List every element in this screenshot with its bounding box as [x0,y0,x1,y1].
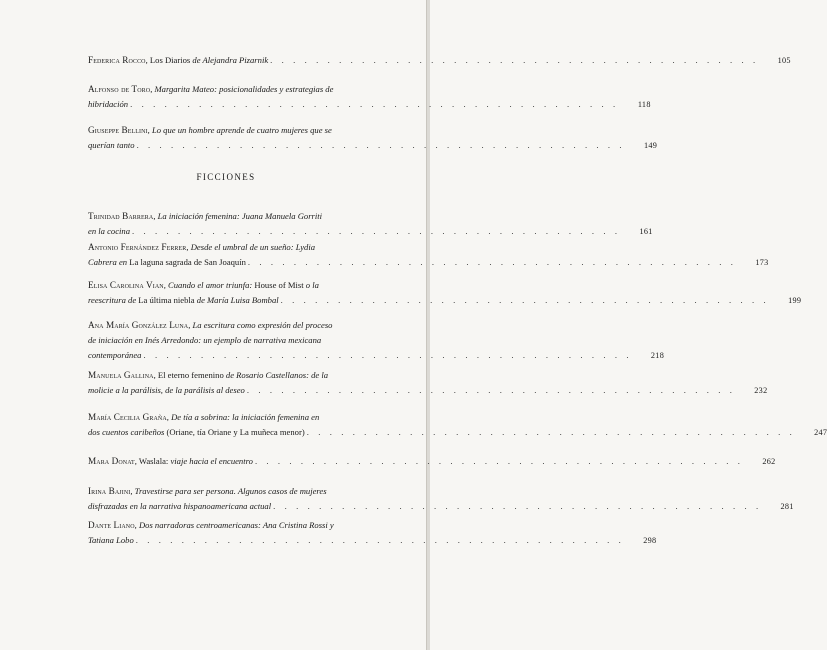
toc-entry [88,318,665,363]
toc-entry-line [88,333,364,348]
page-number: 199 [788,296,802,305]
title-segment: contemporánea [88,350,142,360]
toc-entry-line [88,123,364,138]
toc-entry [88,484,794,514]
author-name: Giuseppe Bellini [88,125,148,135]
title-segment: disfrazadas en la narrativa hispanoamericana actual [88,501,272,511]
toc-entry-text [88,280,319,290]
dot-leader: . . . . . . . . . . . . . . . . . . . . . . . . . . . . . . . . . . . . . . . . . . . [280,295,770,305]
toc-entry-line [88,240,364,255]
author-name: Ana María González Luna [88,320,189,330]
toc-entry-line [88,53,791,68]
title-segment: , [134,520,139,530]
dot-leader: . . . . . . . . . . . . . . . . . . . . . . . . . . . . . . . . . . . . . . . . . . . [135,535,625,545]
page-number: 232 [754,386,768,395]
title-segment: reescritura de [88,295,137,305]
title-segment: De tía a sobrina: la iniciación femenina en [171,412,320,422]
page-number: 218 [650,351,665,360]
title-segment: de Rosario Castellanos: de la [225,370,329,380]
title-segment: molicie a la parálisis, de la parálisis al deseo [88,385,245,395]
author-name: Trinidad Barrera [88,211,154,221]
title-segment: de iniciación en Inés Arredondo: un ejemplo de narrativa mexicana [88,335,322,345]
title-segment: Tatiana Lobo [88,535,134,545]
page-number: 247 [814,428,827,437]
toc-entry-text [88,533,134,548]
toc-entry-line [88,499,794,514]
toc-entry [88,240,769,270]
title-segment: , [186,242,191,252]
title-segment: dos cuentos caribeños [88,427,165,437]
title-segment: Cuando el amor triunfa: [168,280,253,290]
toc-entry [88,82,651,112]
toc-entry-text [88,125,332,135]
dot-leader: . . . . . . . . . . . . . . . . . . . . . . . . . . . . . . . . . . . . . . . . . . . [132,226,621,236]
toc-entry-text [88,520,334,530]
title-segment: Cabrera en [88,257,128,267]
toc-entry-line [88,97,651,112]
dot-leader: . . . . . . . . . . . . . . . . . . . . . . . . . . . . . . . . . . . . . . . . . . . [306,427,796,437]
author-name: Antonio Fernández Ferrer [88,242,187,252]
dot-leader: . . . . . . . . . . . . . . . . . . . . . . . . . . . . . . . . . . . . . . . . . . . [130,99,619,109]
toc-entry [88,53,791,68]
page-number: 298 [643,536,657,545]
title-segment: Lo que un hombre aprende de cuatro mujeres que se [151,125,332,135]
dot-leader: . . . . . . . . . . . . . . . . . . . . . . . . . . . . . . . . . . . . . . . . . . . [270,55,759,65]
page-number: 105 [777,56,791,65]
title-segment: , [150,84,155,94]
title-segment: de Alejandra Pizarnik [192,55,269,65]
toc-entry-text [88,412,319,422]
page-number: 161 [639,227,653,236]
title-segment: hibridación [88,99,129,109]
toc-entry-text [88,454,253,469]
title-segment: Margarita Mateo: posicionalidades y estrategias de [154,84,334,94]
toc-entry-text [88,370,328,380]
page-number: 173 [755,258,769,267]
toc-entry-line [88,454,776,469]
dot-leader: . . . . . . . . . . . . . . . . . . . . . . . . . . . . . . . . . . . . . . . . . . . [143,350,633,360]
toc-entry [88,454,776,469]
toc-entry-line [88,255,769,270]
title-segment: La iniciación femenina: Juana Manuela Gorriti [157,211,323,221]
author-name: Federica Rocco [88,55,146,65]
author-name: Mara Donat [88,456,135,466]
title-segment: La laguna sagrada de San Joaquín [127,257,246,267]
toc-entry-line [88,278,364,293]
toc-entry-text [88,255,246,270]
toc-entry-line [88,138,658,153]
title-segment: House of Mist [252,280,306,290]
title-segment: La escritura como expresión del proceso [192,320,333,330]
toc-entry-line [88,209,364,224]
toc-entry-line [88,410,364,425]
title-segment: viaje hacia el encuentro [170,456,253,466]
toc-entry-text [88,84,333,94]
title-segment: Desde el umbral de un sueño: Lydia [190,242,316,252]
toc-entry-text [88,499,271,514]
title-segment: o la [305,280,319,290]
author-name: Elisa Carolina Vian [88,280,164,290]
toc-entry-text [88,138,135,153]
dot-leader: . . . . . . . . . . . . . . . . . . . . . . . . . . . . . . . . . . . . . . . . . . . [247,257,737,267]
title-segment: , Los Diarios [145,55,193,65]
toc-entry [88,518,657,548]
title-segment: querían tanto [88,140,135,150]
dot-leader: . . . . . . . . . . . . . . . . . . . . . . . . . . . . . . . . . . . . . . . . . . . [273,501,762,511]
toc-entry [88,368,768,398]
toc-entry-text [88,425,305,440]
author-name: Dante Liano [88,520,135,530]
author-name: Alfonso de Toro [88,84,151,94]
toc-entry-line [88,425,827,440]
author-name: María Cecilia Graña [88,412,167,422]
toc-entry [88,278,802,308]
toc-entry-text [88,320,332,330]
author-name: Manuela Gallina [88,370,154,380]
title-segment: en la cocina [88,226,130,236]
title-segment: , [130,486,135,496]
dot-leader: . . . . . . . . . . . . . . . . . . . . . . . . . . . . . . . . . . . . . . . . . . . [246,385,736,395]
dot-leader: . . . . . . . . . . . . . . . . . . . . . . . . . . . . . . . . . . . . . . . . . . . [136,140,626,150]
toc-entry-text [88,348,141,363]
title-segment: , [166,412,172,422]
toc-entry-text [88,211,322,221]
title-segment: , [147,125,152,135]
toc-entry-line [88,518,364,533]
page-number: 281 [780,502,794,511]
toc-entry [88,123,658,153]
toc-entry-text [88,53,268,68]
toc-entry-text [88,383,245,398]
title-segment: , El eterno femenino [153,370,226,380]
toc-entry-line [88,293,802,308]
title-segment: La última niebla [136,295,197,305]
page-number: 262 [762,457,776,466]
toc-entry-line [88,82,364,97]
title-segment: , Waslala: [134,456,171,466]
toc-entry-text [88,335,321,345]
title-segment: (Oriane, tía Oriane y La muñeca menor) [164,427,305,437]
toc-entry-line [88,318,364,333]
title-segment: Travestirse para ser persona. Algunos casos de mujeres [134,486,327,496]
toc-entry-line [88,383,768,398]
page-number: 149 [644,141,658,150]
toc-entry-line [88,348,665,363]
toc-entry-text [88,242,315,252]
toc-entry-line [88,484,364,499]
author-name: Irina Bajini [88,486,131,496]
toc-entry-line [88,368,364,383]
toc-entry-text [88,97,128,112]
title-segment: , [153,211,158,221]
toc-entry-text [88,486,327,496]
title-segment: Dos narradoras centroamericanas: Ana Cristina Rossi y [138,520,334,530]
toc-entry [88,410,827,440]
toc-entry-line [88,533,657,548]
toc-entry-text [88,224,130,239]
section-title-ficciones: FICCIONES [196,172,256,182]
toc-entry-line [88,224,653,239]
page-number: 118 [637,100,651,109]
dot-leader: . . . . . . . . . . . . . . . . . . . . . . . . . . . . . . . . . . . . . . . . . . . [254,456,744,466]
title-segment: de María Luisa Bombal [196,295,279,305]
title-segment: , [163,280,168,290]
toc-entry-text [88,293,279,308]
title-segment: , [188,320,193,330]
toc-entry [88,209,653,239]
